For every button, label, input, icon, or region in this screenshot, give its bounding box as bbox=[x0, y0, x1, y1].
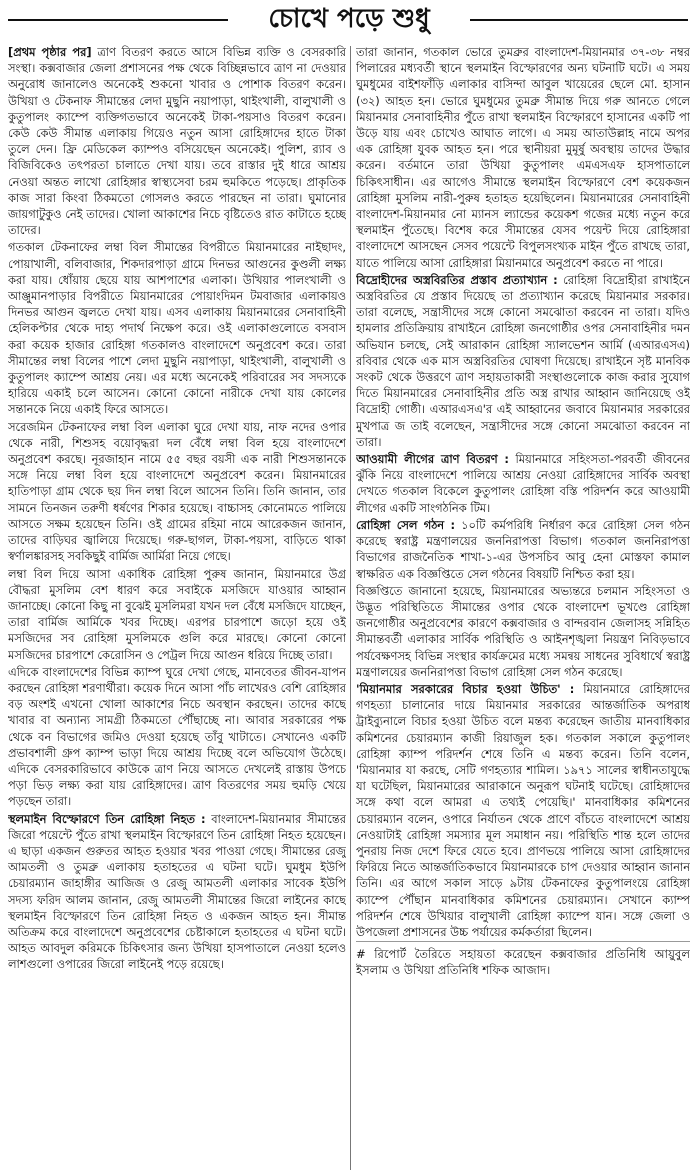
paragraph: এদিকে বাংলাদেশের বিভিন্ন ক্যাম্প ঘুরে দেখা গেছে, মানবেতর জীবন-যাপন করছেন রোহিঙ্গা শরণার্থীরা। কয়েক দিনে আসা পাঁচ লাখেরও বেশি রোহিঙ্গার বড় অংশই এখনো খোলা আকাশের নিচে অবস্থান করছেন। তাদের কাছে খাবার বা অন্যান্য সামগ্রী ঠিকমতো পৌঁছাচ্ছে না। আবার সরকারের পক্ষ থেকে বন বিভাগের জমিও দেওয়া হয়েছে তাঁবু খাটাতে। সেখানেও একটি প্রভাবশালী গ্রুপ ক্যাম্প ভাড়া দিয়ে আশ্রয় দিচ্ছে বলে অভিযোগ উঠেছে। এদিকে বেসরকারিভাবে কাউকে ত্রাণ নিয়ে আসতে দেখলেই রাস্তায় উপচে পড়া ভিড় লক্ষ্য করা যায় রোহিঙ্গাদের। ত্রাণ বিতরণের সময় হুমড়ি খেয়ে পড়ছেন তারা। bbox=[8, 664, 346, 809]
subheading: স্থলমাইন বিস্ফোরণে তিন রোহিঙ্গা নিহত : bbox=[8, 811, 206, 826]
paragraph-text: ১০টি কর্মপরিধি নির্ধারণ করে রোহিঙ্গা সেল গঠন করেছে স্বরাষ্ট্র মন্ত্রণালয়ের জননিরাপত্তা বিভাগ। গতকাল জননিরাপত্তা বিভাগের রাজনৈতিক শাখা-১-এর উপসচিব আবু হেনা মোস্তফা কামাল স্বাক্ষরিত এক বিজ্ঞপ্তিতে সেল গঠনের বিষয়টি নিশ্চিত করা হয়। bbox=[356, 517, 690, 581]
continuation-label: [প্রথম পৃষ্ঠার পর] bbox=[8, 45, 92, 59]
header-rule-left bbox=[8, 19, 228, 21]
header-rule-right bbox=[470, 19, 688, 21]
paragraph bbox=[356, 681, 690, 940]
report-credit: # রিপোর্ট তৈরিতে সহায়তা করেছেন কক্সবাজার প্রতিনিধি আয়ুবুল ইসলাম ও উখিয়া প্রতিনিধি শফিক আজাদ। bbox=[356, 941, 690, 978]
paragraph: গতকাল টেকনাফের লম্বা বিল সীমান্তের বিপরীতে মিয়ানমারের নাইছাদং, পোয়াখালী, বলিবাজার, শিকদারপাড়া গ্রামে দিনভর আগুনের কুণ্ডলী লক্ষ্য করা যায়। ধোঁয়ায় ছেয়ে যায় আশপাশের এলাকা। উখিয়ার পালংখালী ও আঞ্জুমানপাড়ার বিপরীতে মিয়ানমারের পোয়াংদিমন টমবাজার এলাকায়ও দিনভর আগুন জ্বলতে দেখা যায়। এসব এলাকায় মিয়ানমারের সেনাবাহিনী হেলিকপ্টার থেকে দাহ্য পদার্থ নিক্ষেপ করে। ওই এলাকাগুলোতে বসবাস করা কয়েক হাজার রোহিঙ্গা গতকালও বাংলাদেশে অনুপ্রবেশ করে। তারা সীমান্তের লম্বা বিলের পাশে লেদা মুছুনি নয়াপাড়া, থাইংখালী, বালুখালী ও কুতুপালং ক্যাম্পে আশ্রয় নেয়। এর মধ্যে অনেকেই পরিবারের সব সদস্যকে হারিয়ে একাই চলে আসেন। কোনো কোনো নারীকে দেখা যায় কোলের সন্তানকে নিয়ে একাই ফিরে আসতে। bbox=[8, 240, 346, 417]
subheading: বিদ্রোহীদের অস্ত্রবিরতির প্রস্তাব প্রত্যাখ্যান : bbox=[356, 272, 558, 287]
paragraph-text: মিয়ানমারে রোহিঙ্গাদের গণহত্যা চালানোর দায়ে মিয়ানমার সরকারের আন্তর্জাতিক অপরাধ ট্রাইব্যুনালে বিচার হওয়া উচিত বলে মন্তব্য করেছেন জাতীয় মানবাধিকার কমিশনের চেয়ারম্যান কাজী রিয়াজুল হক। গতকাল সকালে কুতুপালং রোহিঙ্গা ক্যাম্প পরিদর্শন শেষে তিনি এ মন্তব্য করেন। তিনি বলেন, 'মিয়ানমার যা করছে, সেটি গণহত্যার শামিল। ১৯৭১ সালের স্বাধীনতাযুদ্ধে যা ঘটেছিল, মিয়ানমারের আরাকানে অনুরূপ ঘটনাই ঘটেছে। রোহিঙ্গাদের সঙ্গে কথা বলে আমরা এ তথ্যই পেয়েছি।' মানবাধিকার কমিশনের চেয়ারম্যান বলেন, ওপারে নির্যাতন থেকে প্রাণে বাঁচতে বাংলাদেশে আশ্রয় নেওয়াটাই রোহিঙ্গা সমস্যার মূল সমাধান নয়। পরিস্থিতি শান্ত হলে তাদের পুনরায় নিজ দেশে ফিরে যেতে হবে। প্রাণভয়ে পালিয়ে আসা রোহিঙ্গাদের ফিরিয়ে নিতে আন্তর্জাতিকভাবে মিয়ানমারকে চাপ দেওয়ার আহ্বান জানান তিনি। এর আগে সকাল সাড়ে ৯টায় টেকনাফের কুতুপালংয়ে রোহিঙ্গা ক্যাম্পে পৌঁছান মানবাধিকার কমিশনের চেয়ারম্যান। সেখানে ক্যাম্প পরিদর্শন শেষে উখিয়ার বালুখালী রোহিঙ্গা ক্যাম্পে যান। সঙ্গে জেলা ও উপজেলা প্রশাসনের উচ্চ পর্যায়ের কর্মকর্তারা ছিলেন। bbox=[356, 681, 690, 939]
paragraph-text: বাংলাদেশ-মিয়ানমার সীমান্তের জিরো পয়েন্টে পুঁতে রাখা স্থলমাইন বিস্ফোরণে তিন রোহিঙ্গা নিহত হয়েছেন। এ ছাড়া একজন গুরুতর আহত হওয়ার খবর পাওয়া গেছে। সীমান্তের রেজু আমতলী ও তুমব্রু এলাকায় হতাহতের এ ঘটনা ঘটে। ঘুমধুম ইউপি চেয়ারম্যান জাহাঙ্গীর আজিজ ও রেজু আমতলী এলাকার সাবেক ইউপি সদস্য ফরিদ আলম জানান, রেজু আমতলী সীমান্তের জিরো লাইনের কাছে স্থলমাইন বিস্ফোরণে তিন রোহিঙ্গা নিহত ও একজন আহত হন। সীমান্ত অতিক্রম করে বাংলাদেশে অনুপ্রবেশের চেষ্টাকালে হতাহতের এ ঘটনা ঘটে। আহত আবদুল করিমকে চিকিৎসার জন্য উখিয়া হাসপাতালে নেওয়া হলেও লাশগুলো ওপারের জিরো লাইনেই পড়ে রয়েছে। bbox=[8, 811, 346, 972]
paragraph: তারা জানান, গতকাল ভোরে তুমব্রুর বাংলাদেশ-মিয়ানমার ৩৭-৩৮ নম্বর পিলারের মধ্যবর্তী স্থানে স্থলমাইন বিস্ফোরণের অন্য ঘটনাটি ঘটে। এ সময় ঘুমধুমের বাইশফাঁড়ি এলাকার বাসিন্দা আবুল খায়েরের ছেলে মো. হাসান (৩২) আহত হন। ভোরে ঘুমধুমের তুমব্রু সীমান্ত দিয়ে গরু আনতে গেলে মিয়ানমার সেনাবাহিনীর পুঁতে রাখা স্থলমাইন বিস্ফোরণে হাসানের একটি পা উড়ে যায় এবং চোখেও আঘাত লাগে। এ সময় আতাউল্লাহ নামে অপর এক রোহিঙ্গা যুবক আহত হন। পরে স্থানীয়রা মুমূর্ষু অবস্থায় তাদের উদ্ধার করেন। বর্তমানে তারা উখিয়া কুতুপালং এমএসএফ হাসপাতালে চিকিৎসাধীন। এর আগেও সীমান্তে স্থলমাইন বিস্ফোরণে বেশ কয়েকজন রোহিঙ্গা মুসলিম নারী-পুরুষ হতাহত হয়েছিলেন। মিয়ানমারের সেনাবাহিনী বাংলাদেশ-মিয়ানমার নো ম্যানস ল্যান্ডের কয়েকশ গজের মধ্যে নতুন করে স্থলমাইন পুঁতেছে। বিশেষ করে সীমান্তের যেসব পয়েন্ট দিয়ে রোহিঙ্গারা বাংলাদেশে আসছেন সেসব পয়েন্টে বিপুলসংখ্যক মাইন পুঁতে রাখছে তারা, যাতে পালিয়ে আসা রোহিঙ্গারা মিয়ানমারে অনুপ্রবেশ করতে না পারে। bbox=[356, 45, 690, 270]
paragraph bbox=[356, 517, 690, 582]
article-column-right bbox=[356, 44, 690, 1174]
paragraph-text: মিয়ানমারে সহিংসতা-পরবর্তী জীবনের ঝুঁকি নিয়ে বাংলাদেশে পালিয়ে আশ্রয় নেওয়া রোহিঙ্গাদের সার্বিক অবস্থা দেখতে গতকাল বিকেলে কুতুপালং রোহিঙ্গা বস্তি পরিদর্শন করে আওয়ামী লীগের একটি সাংগঠনিক টিম। bbox=[356, 452, 690, 515]
subheading: আওয়ামী লীগের ত্রাণ বিতরণ : bbox=[356, 452, 509, 467]
paragraph bbox=[8, 811, 346, 973]
subheading: 'মিয়ানমার সরকারের বিচার হওয়া উচিত' : bbox=[356, 681, 575, 696]
section-header bbox=[0, 0, 696, 40]
paragraph-text: রোহিঙ্গা বিদ্রোহীরা রাখাইনে অস্ত্রবিরতির যে প্রস্তাব দিয়েছে তা প্রত্যাখ্যান করেছে মিয়ানমার সরকার। তারা বলেছে, সন্ত্রাসীদের সঙ্গে কোনো সমঝোতা করবেন না তারা। যদিও হামলার প্রতিক্রিয়ায় রাখাইনে রোহিঙ্গা জনগোষ্ঠীর ওপর সেনাবাহিনীর দমন অভিযান চলছে, সেই আরাকান রোহিঙ্গা স্যালভেশন আর্মি (এআরএসএ) রবিবার থেকে এক মাস অস্ত্রবিরতির ঘোষণা দিয়েছে। রাখাইনে সৃষ্ট মানবিক সংকট থেকে উত্তরণে ত্রাণ সহায়তাকারী সংস্থাগুলোকে কাজ করার সুযোগ দিতে মিয়ানমারের সেনাবাহিনীর প্রতি অস্ত্র রাখার আহ্বান জানিয়েছে ওই বিদ্রোহী গোষ্ঠী। এআরএসএ'র এই আহ্বানের জবাবে মিয়ানমার সরকারের মুখপাত্র জ তাই বলেছেন, সন্ত্রাসীদের সঙ্গে কোনো সমঝোতা করবেন না তারা। bbox=[356, 272, 690, 449]
paragraph bbox=[356, 451, 690, 516]
paragraph bbox=[356, 272, 690, 450]
paragraph bbox=[8, 44, 346, 238]
article-column-left bbox=[8, 44, 346, 1174]
section-title: চোখে পড়ে শুধু bbox=[268, 4, 430, 34]
column-divider bbox=[350, 46, 351, 1170]
paragraph-text: ত্রাণ বিতরণ করতে আসে বিভিন্ন ব্যক্তি ও বেসরকারি সংস্থা। কক্সবাজার জেলা প্রশাসনের পক্ষ থেকে বিচ্ছিন্নভাবে ত্রাণ না দেওয়ার অনুরোধ জানালেও অনেকেই শুকনো খাবার ও পোশাক বিতরণ করেন। উখিয়া ও টেকনাফ সীমান্তের লেদা মুছুনি নয়াপাড়া, থাইংখালী, বালুখালী ও কুতুপালং ক্যাম্পে ব্যক্তিগতভাবে অনেকেই টাকা-পয়সাও বিতরণ করেন। কেউ কেউ সীমান্ত এলাকায় গিয়েও নতুন আসা রোহিঙ্গাদের হাতে টাকা তুলে দেন। ফ্রি মেডিকেল ক্যাম্পও বসিয়েছেন অনেকেই। পুলিশ, র‍্যাব ও বিজিবিকেও তৎপরতা চালাতে দেখা যায়। তবে রাস্তার দুই ধারে আশ্রয় নেওয়া অন্তত লাখো রোহিঙ্গার স্বাস্থ্যসেবা চরম হুমকিতে পড়েছে। প্রাকৃতিক কাজ সারা কিংবা ঠিকমতো গোসলও করতে পারছেন না তারা। ঘুমানোর জায়গাটুকুও নেই তাদের। খোলা আকাশের নিচে বৃষ্টিতেও রাত কাটাতে হচ্ছে তাদের। bbox=[8, 45, 346, 238]
paragraph: লম্বা বিল দিয়ে আসা একাধিক রোহিঙ্গা পুরুষ জানান, মিয়ানমারে উগ্র বৌদ্ধরা মুসলিম বেশ ধারণ করে সবাইকে মসজিদে যাওয়ার আহ্বান জানাচ্ছে। কোনো কিছু না বুঝেই মুসলিমরা যখন দল বেঁধে মসজিদে যাচ্ছেন, তারা বার্মিজ আর্মিকে খবর দিচ্ছে। এরপর চারপাশে জড়ো হয়ে ওই মসজিদের সব রোহিঙ্গা মুসলিমকে গুলি করে মারছে। কোনো কোনো মসজিদের চারপাশে কেরোসিন ও পেট্রল দিয়ে আগুন ধরিয়ে দিচ্ছে তারা। bbox=[8, 566, 346, 662]
subheading: রোহিঙ্গা সেল গঠন : bbox=[356, 517, 456, 532]
paragraph: বিজ্ঞপ্তিতে জানানো হয়েছে, মিয়ানমারের অভ্যন্তরে চলমান সহিংসতা ও উদ্ভূত পরিস্থিতিতে সীমান্তের ওপার থেকে বাংলাদেশ ভূখণ্ডে রোহিঙ্গা জনগোষ্ঠীর অনুপ্রবেশের কারণে কক্সবাজার ও বান্দরবান জেলাসহ সন্নিহিত সীমান্তবর্তী এলাকার সার্বিক পরিস্থিতি ও আইনশৃঙ্খলা নিয়ন্ত্রণ নিবিড়ভাবে পর্যবেক্ষণসহ বিভিন্ন সংস্থার কার্যক্রমের মধ্যে সমন্বয় সাধনের সুবিধার্থে স্বরাষ্ট্র মন্ত্রণালয়ের জননিরাপত্তা বিভাগ রোহিঙ্গা সেল গঠন করেছে। bbox=[356, 583, 690, 679]
paragraph: সরেজমিন টেকনাফের লম্বা বিল এলাকা ঘুরে দেখা যায়, নাফ নদের ওপার থেকে নারী, শিশুসহ বয়োবৃদ্ধরা দল বেঁধে লম্বা বিল হয়ে বাংলাদেশে অনুপ্রবেশ করছে। নূরজাহান নামে ৫৫ বছর বয়সী এক নারী শিশুসন্তানকে সঙ্গে নিয়ে লম্বা বিল হয়ে বাংলাদেশে অনুপ্রবেশ করেন। মিয়ানমারের হাতিপাড়া গ্রাম থেকে ছয় দিন লম্বা বিলে আসেন তিনি। তিনি জানান, তার সামনে তিনজন তরুণী ধর্ষণের শিকার হয়েছে। বাচ্চাসহ কোনোমতে পালিয়ে আসতে সক্ষম হয়েছেন তিনি। ওই গ্রামের রহিমা নামে আরেকজন জানান, তাদের বাড়িঘর জ্বালিয়ে দিয়েছে। গরু-ছাগল, টাকা-পয়সা, বাড়িতে থাকা স্বর্ণালঙ্কারসহ সবকিছুই বার্মিজ আর্মিরা নিয়ে গেছে। bbox=[8, 419, 346, 564]
